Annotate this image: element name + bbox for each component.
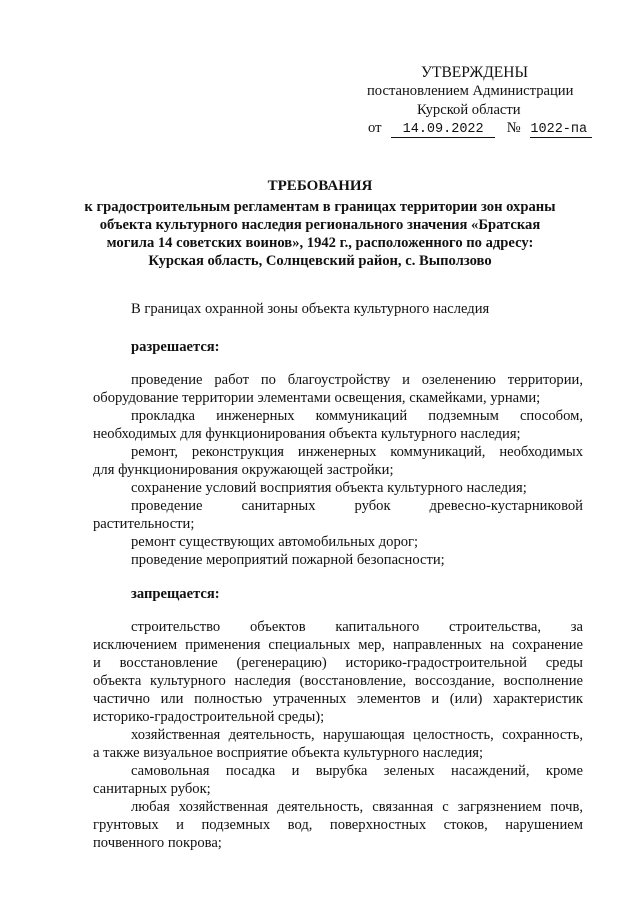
approval-date: 14.09.2022 — [391, 122, 495, 138]
heading-line-2: объекта культурного наследия регионального значения «Братская — [99, 217, 541, 233]
prohibited-line: санитарных рубок; — [93, 781, 211, 797]
prohibited-heading: запрещается: — [131, 586, 220, 602]
approval-number: 1022-па — [530, 122, 592, 138]
allowed-line: необходимых для функционирования объекта культурного наследия; — [93, 426, 521, 442]
allowed-line: проведение мероприятий пожарной безопасности; — [131, 552, 445, 568]
heading-line-1: к градостроительным регламентам в границах территории зон охраны — [84, 199, 556, 215]
document-title: ТРЕБОВАНИЯ — [267, 178, 373, 194]
prohibited-line: а также визуальное восприятие объекта культурного наследия; — [93, 745, 484, 761]
approval-date-row — [368, 119, 592, 138]
prohibited-line: частично или полностью утраченных элементов и (или) характеристик — [93, 691, 583, 707]
allowed-line: растительности; — [93, 516, 195, 532]
allowed-line: проведение санитарных рубок древесно-кустарниковой — [131, 498, 583, 514]
allowed-line: прокладка инженерных коммуникаций подземным способом, — [131, 408, 583, 424]
prohibited-line: строительство объектов капитального строительства, за — [131, 619, 583, 635]
allowed-line: ремонт существующих автомобильных дорог; — [131, 534, 419, 550]
prohibited-line: хозяйственная деятельность, нарушающая целостность, сохранность, — [131, 727, 583, 743]
approval-title: УТВЕРЖДЕНЫ — [421, 64, 528, 81]
prohibited-line: объекта культурного наследия (восстановление, воссоздание, восполнение — [93, 673, 583, 689]
allowed-line: для функционирования окружающей застройки; — [93, 462, 394, 478]
heading-line-3: могила 14 советских воинов», 1942 г., расположенного по адресу: — [106, 235, 534, 251]
number-prefix: № — [506, 120, 521, 136]
prohibited-line: историко-градостроительной среды); — [93, 709, 325, 725]
prohibited-line: и восстановление (регенерацию) историко-градостроительной среды — [93, 655, 583, 671]
prohibited-line: исключением применения специальных мер, направленных на сохранение — [93, 637, 583, 653]
intro-text: В границах охранной зоны объекта культурного наследия — [131, 301, 490, 317]
allowed-line: проведение работ по благоустройству и озеленению территории, — [131, 372, 583, 388]
allowed-line: оборудование территории элементами освещения, скамейками, урнами; — [93, 390, 541, 406]
prohibited-line: любая хозяйственная деятельность, связанная с загрязнением почв, — [131, 799, 583, 815]
approval-line-1: постановлением Администрации — [367, 83, 574, 99]
allowed-line: сохранение условий восприятия объекта культурного наследия; — [131, 480, 527, 496]
date-prefix: от — [368, 120, 382, 136]
prohibited-line: грунтовых и подземных вод, поверхностных стоков, нарушением — [93, 817, 583, 833]
allowed-line: ремонт, реконструкция инженерных коммуникаций, необходимых — [131, 444, 583, 460]
prohibited-line: почвенного покрова; — [93, 835, 222, 851]
heading-line-4: Курская область, Солнцевский район, с. Выползово — [148, 253, 492, 269]
allowed-heading: разрешается: — [131, 339, 220, 355]
prohibited-line: самовольная посадка и вырубка зеленых насаждений, кроме — [131, 763, 583, 779]
approval-line-2: Курской области — [417, 102, 521, 118]
